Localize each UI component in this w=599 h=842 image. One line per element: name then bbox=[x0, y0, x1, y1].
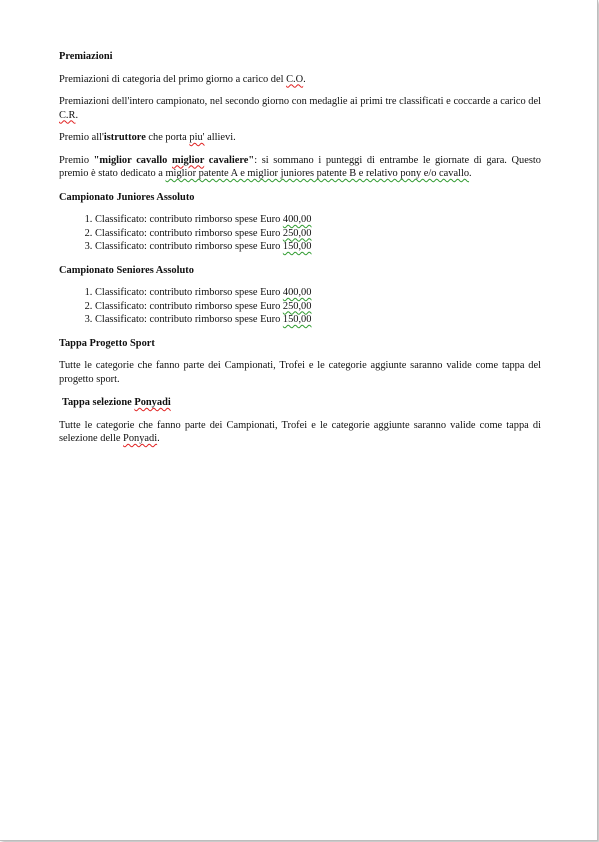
list-juniores bbox=[59, 213, 541, 254]
paragraph-premio-istruttore: Premio all'istruttore che porta piu' allievi. bbox=[59, 132, 236, 143]
paragraph-premio-miglior-cavallo: Premio "miglior cavallo miglior cavaliere": si sommano i punteggi di entrambe le giornate di gara. Questo premio è stato dedicato a miglior patente A e miglior juniores patente B e relativo pony e/o cavallo. bbox=[59, 154, 541, 179]
spelling-flag-miglior[interactable]: miglior bbox=[172, 154, 205, 166]
list-item: 2. Classificato: contributo rimborso spese Euro 250,00 bbox=[95, 227, 541, 241]
list-item: 1. Classificato: contributo rimborso spese Euro 400,00 bbox=[95, 213, 541, 227]
heading-seniores: Campionato Seniores Assoluto bbox=[59, 264, 194, 276]
spelling-flag-co[interactable]: C.O bbox=[286, 73, 304, 85]
paragraph-premiazioni-campionato: Premiazioni dell'intero campionato, nel secondo giorno con medaglie ai primi tre classificati e coccarde a carico del C.R. bbox=[59, 96, 541, 121]
spelling-flag-ponyadi-heading[interactable]: Ponyadi bbox=[134, 397, 171, 408]
heading-juniores: Campionato Juniores Assoluto bbox=[59, 191, 195, 203]
paragraph-progetto-sport: Tutte le categorie che fanno parte dei Campionati, Trofei e le categorie aggiunte saranno valide come tappa del progetto sport. bbox=[59, 360, 541, 385]
heading-ponyadi: Tappa selezione Ponyadi bbox=[62, 397, 171, 408]
heading-premiazioni: Premiazioni bbox=[59, 51, 113, 62]
document-content bbox=[59, 50, 541, 446]
list-item: 2. Classificato: contributo rimborso spese Euro 250,00 bbox=[95, 300, 541, 314]
list-seniores bbox=[59, 286, 541, 327]
list-item: 3. Classificato: contributo rimborso spese Euro 150,00 bbox=[95, 240, 541, 254]
grammar-flag-patente[interactable]: miglior patente A e miglior juniores patente B e relativo pony e/o cavallo bbox=[165, 168, 470, 179]
spelling-flag-cr[interactable]: C.R bbox=[59, 109, 76, 121]
paragraph-premiazioni-categoria: Premiazioni di categoria del primo giorno a carico del C.O. bbox=[59, 73, 306, 85]
heading-progetto-sport: Tappa Progetto Sport bbox=[59, 337, 155, 349]
list-item: 1. Classificato: contributo rimborso spese Euro 400,00 bbox=[95, 286, 541, 300]
paragraph-ponyadi: Tutte le categorie che fanno parte dei Campionati, Trofei e le categorie aggiunte saranno valide come tappa di selezione delle Ponyadi. bbox=[59, 419, 541, 444]
spelling-flag-piu[interactable]: piu' bbox=[189, 132, 205, 143]
list-item: 3. Classificato: contributo rimborso spese Euro 150,00 bbox=[95, 313, 541, 327]
spelling-flag-ponyadi[interactable]: Ponyadi bbox=[123, 433, 158, 444]
